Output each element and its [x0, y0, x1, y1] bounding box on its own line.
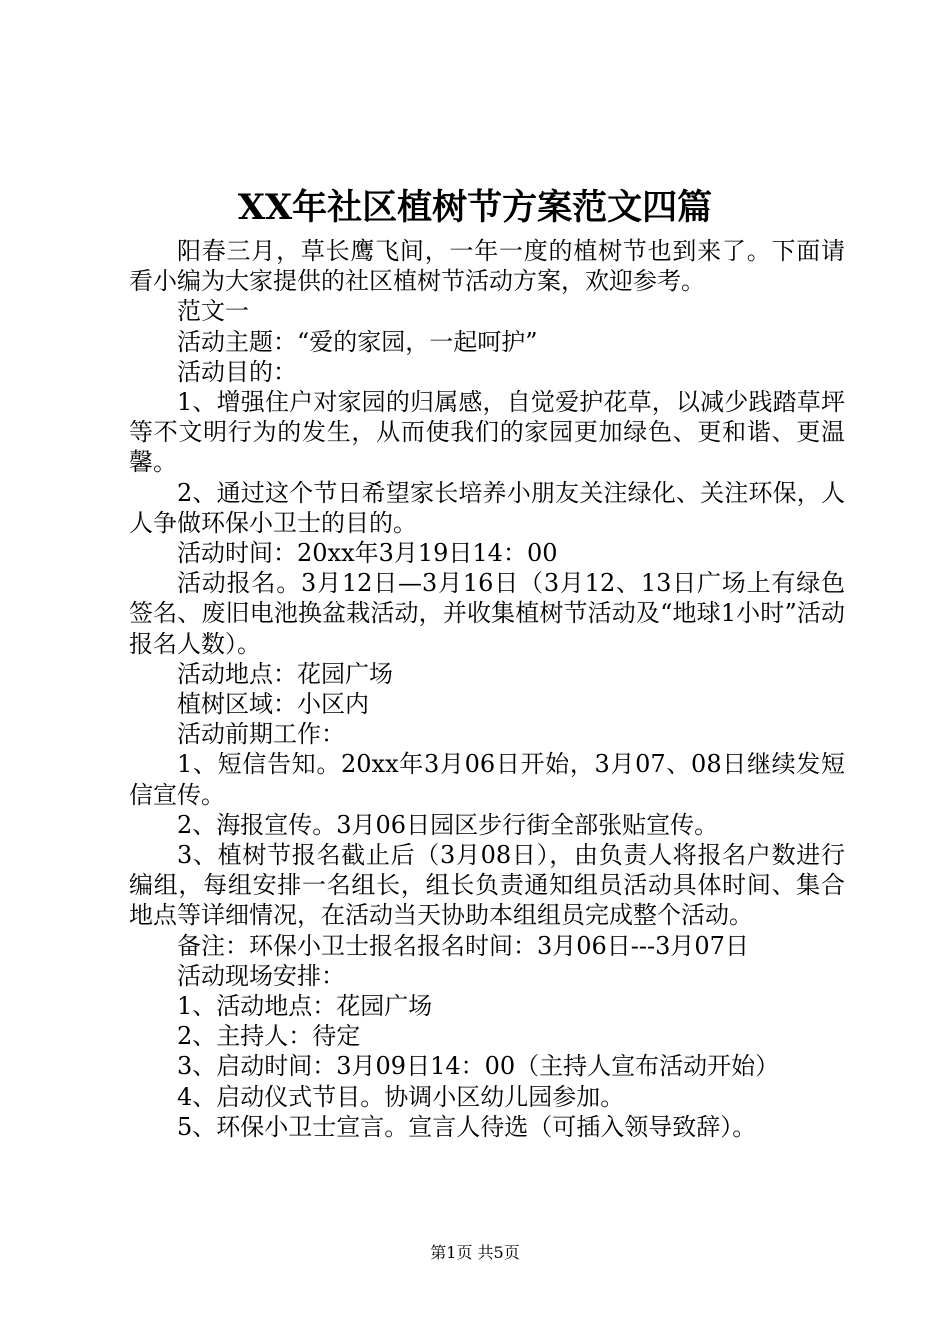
paragraph: 3、植树节报名截止后（3月08日），由负责人将报名户数进行编组，每组安排一名组长，组长负责通知组员活动具体时间、集合地点等详细情况，在活动当天协助本组组员完成整个活动。	[129, 841, 845, 930]
paragraph: 植树区域：小区内	[177, 690, 369, 719]
paragraph: 2、主持人：待定	[177, 1022, 361, 1051]
paragraph: 活动现场安排：	[177, 961, 345, 990]
paragraph: 活动地点：花园广场	[177, 659, 393, 688]
page-footer: 第1页 共5页	[430, 1243, 520, 1262]
document-body	[129, 236, 845, 1142]
paragraph: 活动主题：“爱的家园，一起呵护”	[177, 327, 538, 356]
paragraph: 范文一	[177, 297, 249, 326]
paragraph: 活动前期工作：	[177, 720, 345, 749]
paragraph: 1、短信告知。20xx年3月06日开始，3月07、08日继续发短信宣传。	[129, 750, 845, 809]
paragraph: 2、通过这个节日希望家长培养小朋友关注绿化、关注环保，人人争做环保小卫士的目的。	[129, 478, 845, 537]
paragraph: 2、海报宣传。3月06日园区步行街全部张贴宣传。	[177, 810, 719, 839]
paragraph: 3、启动时间：3月09日14：00（主持人宣布活动开始）	[177, 1052, 780, 1081]
paragraph: 活动目的：	[177, 357, 297, 386]
paragraph: 活动时间：20xx年3月19日14：00	[177, 539, 558, 568]
paragraph: 1、增强住户对家园的归属感，自觉爱护花草，以减少践踏草坪等不文明行为的发生，从而使我们的家园更加绿色、更和谐、更温馨。	[129, 388, 845, 477]
paragraph: 1、活动地点：花园广场	[177, 992, 433, 1021]
document-title: XX年社区植树节方案范文四篇	[237, 187, 713, 228]
paragraph: 备注：环保小卫士报名报名时间：3月06日---3月07日	[177, 931, 749, 960]
paragraph: 4、启动仪式节目。协调小区幼儿园参加。	[177, 1082, 625, 1111]
paragraph: 阳春三月，草长鹰飞间，一年一度的植树节也到来了。下面请看小编为大家提供的社区植树节活动方案，欢迎参考。	[129, 237, 845, 296]
paragraph: 5、环保小卫士宣言。宣言人待选（可插入领导致辞）。	[177, 1112, 757, 1141]
paragraph: 活动报名。3月12日—3月16日（3月12、13日广场上有绿色签名、废旧电池换盆栽活动，并收集植树节活动及“地球1小时”活动报名人数）。	[129, 569, 845, 658]
